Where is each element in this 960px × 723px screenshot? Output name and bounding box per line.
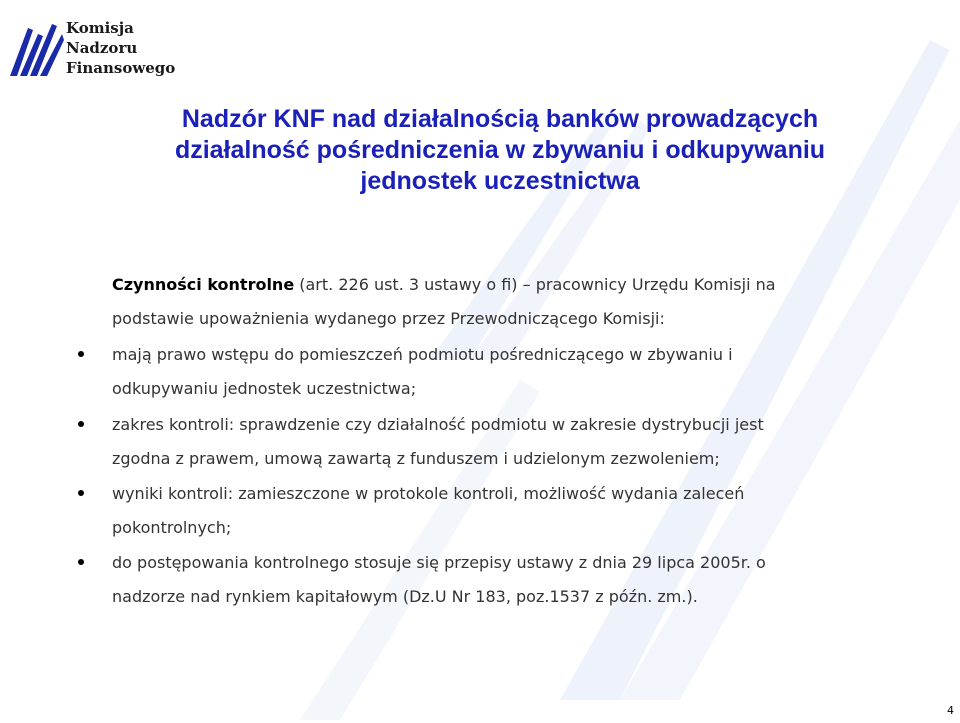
list-item-line-2: zgodna z prawem, umową zawartą z funduszem i udzielonym zezwoleniem; (112, 449, 720, 468)
list-item-line-2: nadzorze nad rynkiem kapitałowym (Dz.U Nr 183, poz.1537 z późn. zm.). (112, 587, 698, 606)
list-item-line-1: zakres kontroli: sprawdzenie czy działalność podmiotu w zakresie dystrybucji jest (112, 415, 764, 434)
intro-bold-heading: Czynności kontrolne (112, 275, 295, 294)
bullet-icon (78, 421, 84, 427)
bullet-icon (78, 351, 84, 357)
intro-line-1-text: (art. 226 ust. 3 ustawy o fi) – pracownicy Urzędu Komisji na (294, 275, 776, 294)
intro-line-2: podstawie upoważnienia wydanego przez Przewodniczącego Komisji: (112, 309, 665, 328)
list-item-line-2: pokontrolnych; (112, 518, 232, 537)
bullet-icon (78, 490, 84, 496)
bullet-icon (78, 559, 84, 565)
title-line-3: jednostek uczestnictwa (360, 167, 640, 195)
list-item-text (112, 408, 892, 476)
title-line-1: Nadzór KNF nad działalnością banków prowadzących (181, 105, 819, 133)
knf-logo-icon (6, 20, 66, 80)
slide-title (80, 104, 920, 197)
list-item-line-1: wyniki kontroli: zamieszczone w protokole kontroli, możliwość wydania zaleceń (112, 484, 745, 503)
logo-line-1: Komisja (66, 19, 134, 37)
intro-line-1 (112, 268, 892, 302)
intro-paragraph (112, 268, 892, 336)
list-item-text (112, 477, 892, 545)
knf-logo (6, 16, 176, 86)
logo-line-3: Finansowego (66, 59, 176, 77)
logo-line-2: Nadzoru (66, 39, 138, 57)
title-line-2: działalność pośredniczenia w zbywaniu i odkupywaniu (174, 136, 826, 164)
list-item-line-1: mają prawo wstępu do pomieszczeń podmiotu pośredniczącego w zbywaniu i (112, 345, 733, 364)
list-item-text (112, 546, 892, 614)
list-item-line-2: odkupywaniu jednostek uczestnictwa; (112, 379, 417, 398)
list-item-line-1: do postępowania kontrolnego stosuje się przepisy ustawy z dnia 29 lipca 2005r. o (112, 553, 766, 572)
logo-wordmark (66, 18, 175, 78)
page-number: 4 (947, 704, 954, 717)
list-item-text (112, 338, 892, 406)
